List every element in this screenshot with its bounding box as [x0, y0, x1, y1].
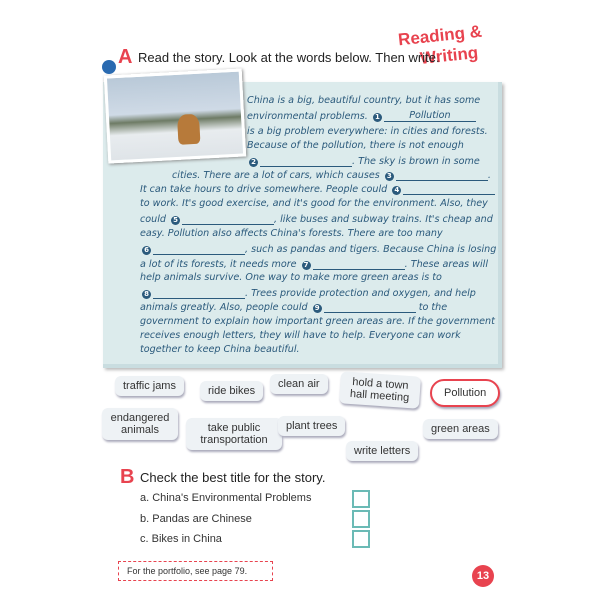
story-line: [172, 169, 491, 181]
word-chip: green areas: [423, 419, 498, 439]
story-text-segment: easy. Pollution also affects China's forests. There are too many: [140, 228, 443, 239]
blank-number: 2: [249, 158, 258, 167]
option-c: c. Bikes in China: [140, 533, 222, 545]
badge-line-2: Writing: [419, 43, 480, 68]
story-text-segment: .: [487, 170, 491, 181]
story-line: [140, 287, 476, 299]
story-line: [247, 110, 476, 122]
blank-number: 8: [142, 290, 151, 299]
checkbox-a[interactable]: [352, 490, 370, 508]
pushpin-icon: [102, 60, 116, 74]
tiger-image: [177, 114, 201, 145]
answer-blank[interactable]: [153, 287, 245, 299]
portfolio-note: For the portfolio, see page 79.: [118, 561, 273, 581]
answer-blank[interactable]: [396, 169, 488, 181]
answer-blank[interactable]: [324, 301, 416, 313]
blank-number: 9: [313, 304, 322, 313]
story-text-segment: China is a big, beautiful country, but it has some: [247, 95, 481, 106]
story-line: [140, 228, 443, 239]
checkbox-c[interactable]: [352, 530, 370, 548]
word-chip: endangered animals: [102, 408, 178, 440]
answer-blank[interactable]: [182, 213, 274, 225]
answer-blank[interactable]: [153, 243, 245, 255]
story-text-segment: is a big problem everywhere: in cities and forests.: [247, 126, 488, 137]
word-chip: take public transportation: [186, 418, 282, 450]
story-text-segment: government to explain how important green areas are. If the government: [140, 316, 495, 327]
blank-number: 3: [385, 172, 394, 181]
story-text-segment: environmental problems.: [247, 111, 371, 122]
story-line: [140, 344, 300, 355]
word-chip: clean air: [270, 374, 328, 394]
story-text-segment: animals greatly. Also, people could: [140, 302, 311, 313]
story-line: [140, 258, 488, 270]
word-chip: hold a town hall meeting: [339, 371, 421, 409]
option-a: a. China's Environmental Problems: [140, 492, 312, 504]
blank-number: 1: [373, 113, 382, 122]
exercise-b-instruction: Check the best title for the story.: [140, 470, 326, 485]
story-line: [140, 183, 495, 195]
story-text-segment: receives enough letters, they will have to help. Everyone can work: [140, 330, 461, 341]
word-chip: write letters: [346, 441, 418, 461]
word-chip-circled: Pollution: [430, 379, 500, 407]
story-line: [247, 140, 464, 151]
story-line: [140, 198, 488, 209]
tiger-photo: [104, 68, 246, 163]
story-text-segment: to the: [415, 302, 448, 313]
story-line: [140, 243, 496, 255]
option-b: b. Pandas are Chinese: [140, 513, 252, 525]
exercise-b-letter: B: [120, 466, 135, 488]
page-number: 13: [472, 565, 494, 587]
exercise-a-instruction: Read the story. Look at the words below. Then write.: [138, 50, 440, 65]
story-text-segment: a lot of its forests, it needs more: [140, 259, 300, 270]
story-line: [140, 301, 447, 313]
word-chip: plant trees: [278, 416, 345, 436]
answer-blank[interactable]: Pollution: [384, 110, 476, 122]
story-text-segment: , such as pandas and tigers. Because China is losing: [245, 244, 497, 255]
word-chip: traffic jams: [115, 376, 184, 396]
story-text-segment: , like buses and subway trains. It's cheap and: [274, 214, 493, 225]
story-text-segment: Because of the pollution, there is not enough: [247, 140, 464, 151]
blank-number: 6: [142, 246, 151, 255]
story-line: [247, 126, 488, 137]
story-line: [247, 155, 480, 167]
story-text-segment: could: [140, 214, 170, 225]
story-text-segment: It can take hours to drive somewhere. People could: [140, 184, 391, 195]
answer-blank[interactable]: [403, 183, 495, 195]
answer-blank[interactable]: [260, 155, 352, 167]
blank-number: 7: [302, 261, 311, 270]
story-line: [140, 272, 442, 283]
story-line: [140, 330, 461, 341]
story-line: [140, 213, 493, 225]
story-text-segment: . The sky is brown in some: [352, 156, 480, 167]
exercise-a-letter: A: [118, 46, 133, 68]
checkbox-b[interactable]: [352, 510, 370, 528]
story-line: [140, 316, 495, 327]
story-text-segment: . Trees provide protection and oxygen, and help: [245, 288, 476, 299]
story-text-segment: cities. There are a lot of cars, which causes: [172, 170, 383, 181]
story-text-segment: to work. It's good exercise, and it's good for the environment. Also, they: [140, 198, 488, 209]
story-text-segment: . These areas will: [404, 259, 488, 270]
badge-line-1: Reading &: [397, 21, 483, 50]
blank-number: 5: [171, 216, 180, 225]
story-text-segment: help animals survive. One way to make more green areas is to: [140, 272, 442, 283]
word-chip: ride bikes: [200, 381, 263, 401]
blank-number: 4: [392, 186, 401, 195]
story-text-segment: together to keep China beautiful.: [140, 344, 300, 355]
answer-blank[interactable]: [313, 258, 405, 270]
story-line: [247, 95, 480, 106]
